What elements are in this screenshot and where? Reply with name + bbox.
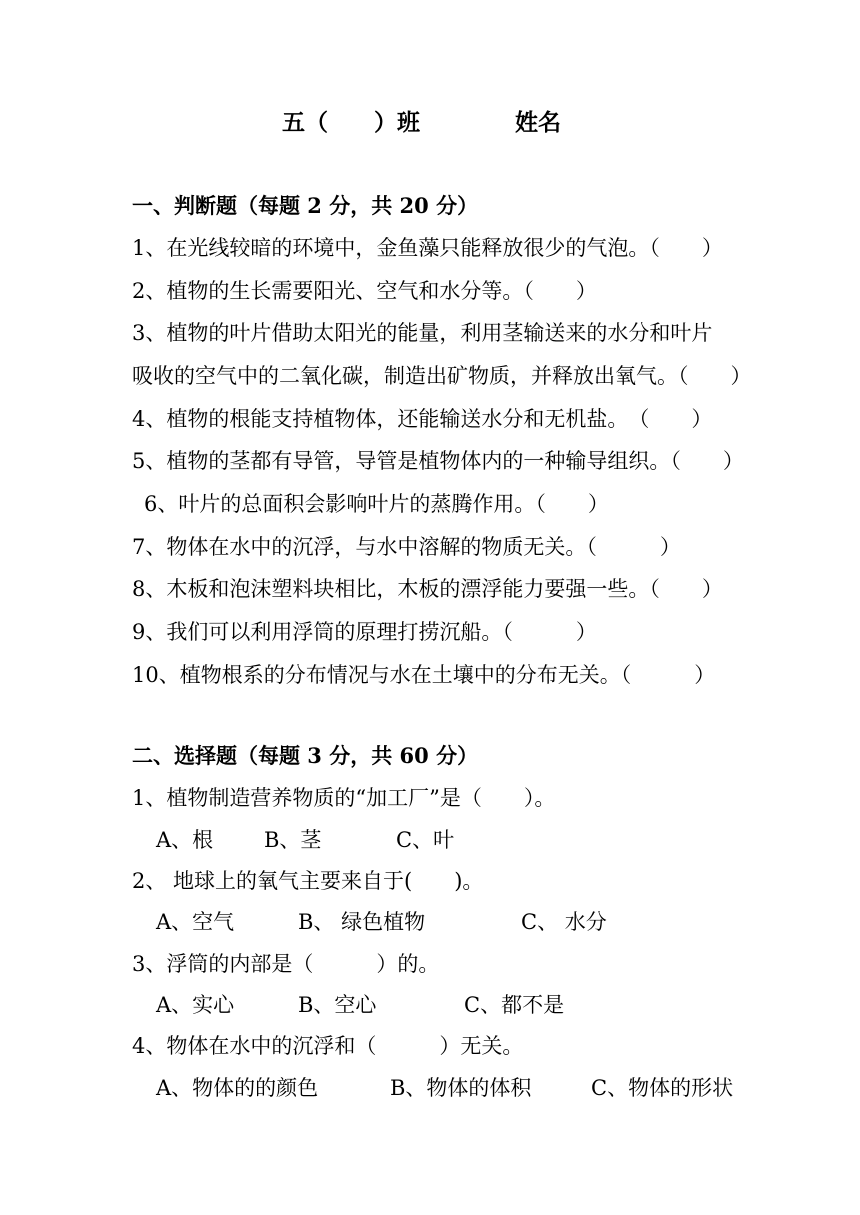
choice-q2-stem: 2、 地球上的氧气主要来自于( )。 [132,869,484,893]
section2-title: 二、选择题（每题 3 分，共 60 分） [132,743,479,768]
choice-q1-option-c: C、叶 [396,828,455,852]
judge-item-5: 5、植物的茎都有导管，导管是植物体内的一种输导组织。（ ） [132,449,744,473]
choice-q3-option-a: A、实心 [156,993,235,1017]
judge-item-9: 9、我们可以利用浮筒的原理打捞沉船。（ ） [132,620,597,644]
class-label: 五（ ）班 [282,109,420,136]
choice-q4-option-a: A、物体的的颜色 [156,1076,319,1100]
judge-item-4: 4、植物的根能支持植物体，还能输送水分和无机盐。 （ ） [132,407,713,431]
judge-item-7: 7、物体在水中的沉浮，与水中溶解的物质无关。（ ） [132,535,681,559]
choice-q3-option-b: B、空心 [298,993,377,1017]
judge-item-3: 3、植物的叶片借助太阳光的能量，利用茎输送来的水分和叶片 [132,321,713,345]
choice-q1-option-a: A、根 [156,828,214,852]
judge-item-8: 8、木板和泡沫塑料块相比，木板的漂浮能力要强一些。（ ） [132,577,723,601]
choice-q4-stem: 4、物体在水中的沉浮和（ ）无关。 [132,1034,524,1058]
choice-q1-option-b: B、茎 [264,828,322,852]
section1-title: 一、判断题（每题 2 分，共 20 分） [132,193,479,218]
judge-item-2: 2、植物的生长需要阳光、空气和水分等。（ ） [132,279,597,303]
name-label: 姓名 [515,109,561,136]
choice-q3-stem: 3、浮筒的内部是（ ）的。 [132,952,440,976]
choice-q1-stem: 1、植物制造营养物质的“加工厂”是（ ）。 [132,786,556,810]
judge-item-6: 6、叶片的总面积会影响叶片的蒸腾作用。（ ） [144,492,609,516]
choice-q4-option-c: C、物体的形状 [591,1076,734,1100]
choice-q2-option-a: A、空气 [156,910,235,934]
judge-item-3-cont: 吸收的空气中的二氧化碳，制造出矿物质，并释放出氧气。（ ） [132,364,752,388]
judge-item-1: 1、在光线较暗的环境中，金鱼藻只能释放很少的气泡。（ ） [132,236,723,260]
judge-item-10: 10、植物根系的分布情况与水在土壤中的分布无关。（ ） [132,663,716,687]
choice-q3-option-c: C、都不是 [464,993,565,1017]
choice-q2-option-b: B、 绿色植物 [298,910,426,934]
choice-q4-option-b: B、物体的体积 [390,1076,532,1100]
choice-q2-option-c: C、 水分 [521,910,607,934]
